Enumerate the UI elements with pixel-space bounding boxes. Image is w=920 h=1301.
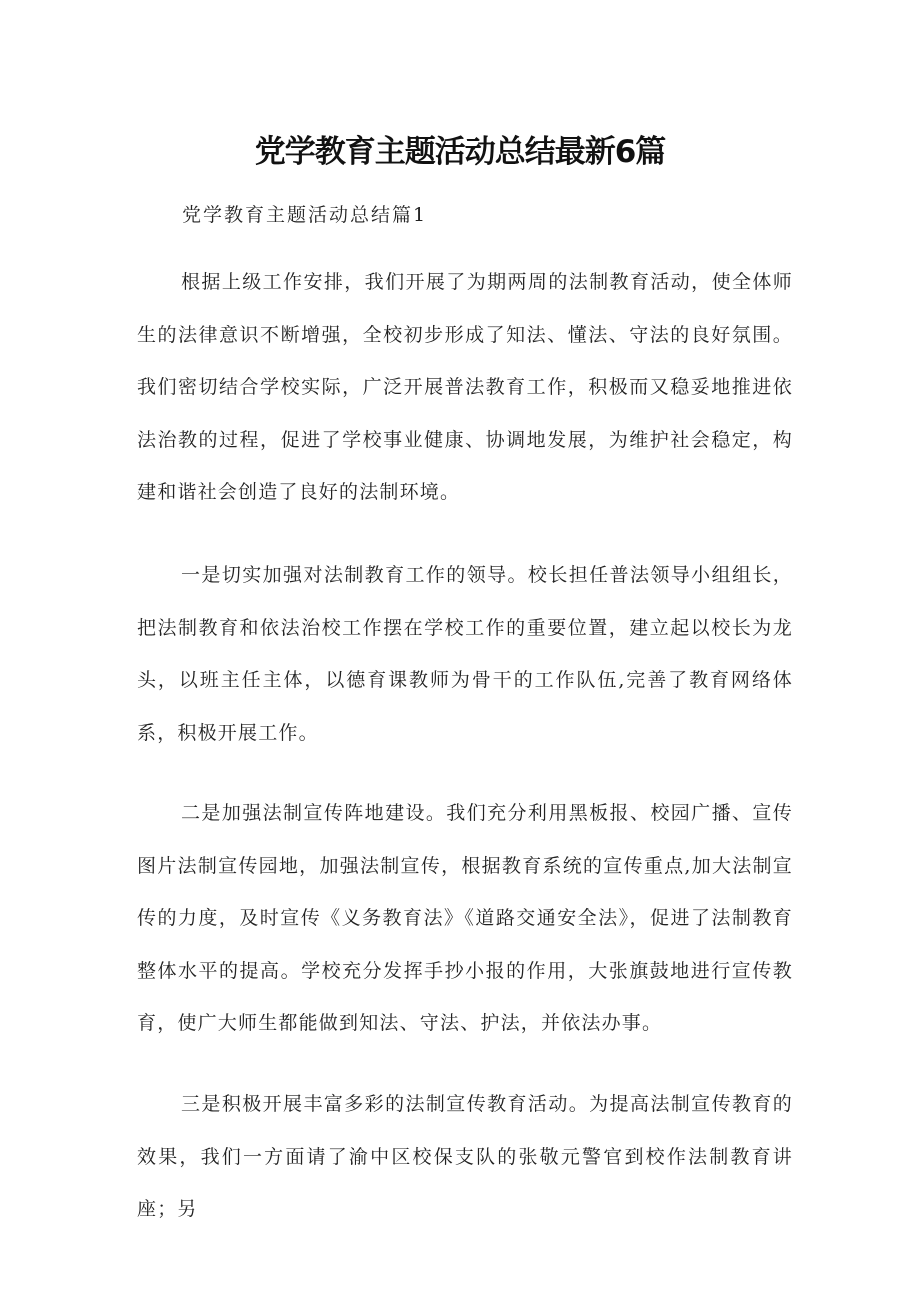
paragraph-point-three: 三是积极开展丰富多彩的法制宣传教育活动。为提高法制宣传教育的效果，我们一方面请了渝中区校保支队的张敬元警官到校作法制教育讲座；另 — [137, 1093, 793, 1220]
paragraph-point-one: 一是切实加强对法制教育工作的领导。校长担任普法领导小组组长，把法制教育和依法治校工作摆在学校工作的重要位置，建立起以校长为龙头，以班主任主体，以德育课教师为骨干的工作队伍,完善了教育网络体系，积极开展工作。 — [137, 564, 793, 744]
document-title: 党学教育主题活动总结最新6篇 — [254, 134, 666, 170]
paragraph-intro: 根据上级工作安排，我们开展了为期两周的法制教育活动，使全体师生的法律意识不断增强，全校初步形成了知法、懂法、守法的良好氛围。我们密切结合学校实际，广泛开展普法教育工作，积极而又稳妥地推进依法治教的过程，促进了学校事业健康、协调地发展，为维护社会稳定，构建和谐社会创造了良好的法制环境。 — [137, 271, 793, 503]
paragraph-point-two: 二是加强法制宣传阵地建设。我们充分利用黑板报、校园广播、宣传图片法制宣传园地，加强法制宣传，根据教育系统的宣传重点,加大法制宣传的力度，及时宣传《义务教育法》《道路交通安全法》，促进了法制教育整体水平的提高。学校充分发挥手抄小报的作用，大张旗鼓地进行宣传教育，使广大师生都能做到知法、守法、护法，并依法办事。 — [137, 802, 793, 1034]
section-heading: 党学教育主题活动总结篇1 — [182, 204, 428, 226]
